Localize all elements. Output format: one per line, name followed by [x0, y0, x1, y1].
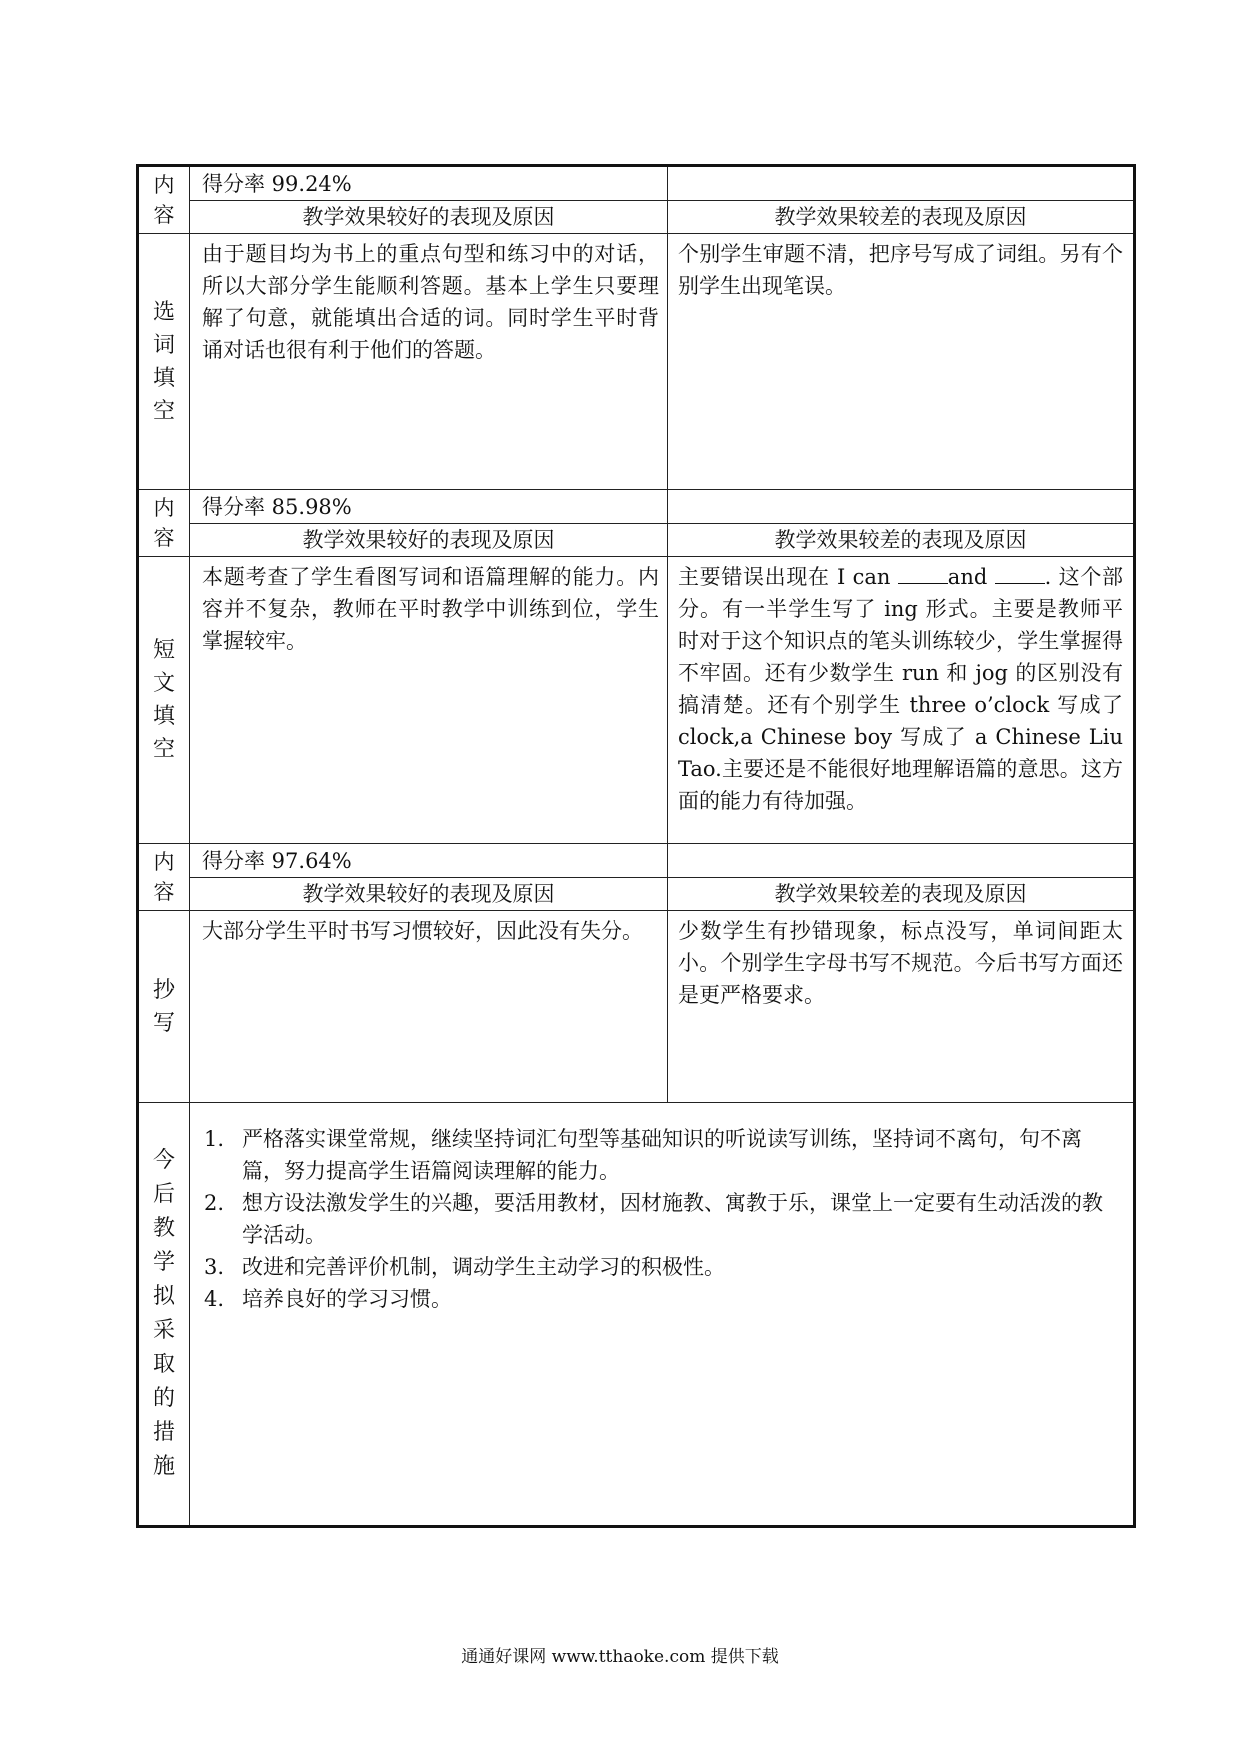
good-text: 大部分学生平时书写习惯较好，因此没有失分。: [190, 911, 668, 1103]
bad-text: 个别学生审题不清，把序号写成了词组。另有个别学生出现笔误。: [668, 234, 1135, 490]
section-2-rate-row: [138, 490, 1135, 524]
content-label: 内容: [138, 166, 190, 234]
bad-text: [668, 557, 1135, 844]
bad-text: 少数学生有抄错现象，标点没写，单词间距太小。个别学生字母书写不规范。今后书写方面还是更严格要求。: [668, 911, 1135, 1103]
bad-text-part-c: . 这个部分。有一半学生写了 ing 形式。主要是教师平时对于这个知识点的笔头训练较少，学生掌握得不牢固。还有少数学生 run 和 jog 的区别没有搞清楚。还有个别学生 three o’clock 写成了 clock,a Chinese boy 写成了 a Chinese Liu Tao.主要还是不能很好地理解语篇的意思。这方面的能力有待加强。: [678, 565, 1123, 813]
section-3-header-row: [138, 878, 1135, 911]
fill-blank-2: [995, 565, 1045, 584]
bad-text-part-b: and: [947, 565, 995, 589]
good-header: 教学效果较好的表现及原因: [190, 201, 668, 234]
measure-item: 4. 培养良好的学习习惯。: [204, 1287, 452, 1311]
empty-cell: [668, 166, 1135, 201]
score-rate: 得分率 97.64%: [190, 844, 668, 878]
good-text: 本题考查了学生看图写词和语篇理解的能力。内容并不复杂，教师在平时教学中训练到位，学生掌握较牢。: [190, 557, 668, 844]
section-1-rate-row: [138, 166, 1135, 201]
bad-header: 教学效果较差的表现及原因: [668, 524, 1135, 557]
empty-cell: [668, 490, 1135, 524]
measure-item: 2. 想方设法激发学生的兴趣，要活用教材，因材施教、寓教于乐，课堂上一定要有生动活泼的教学活动。: [204, 1191, 1103, 1247]
fill-blank-1: [898, 565, 948, 584]
good-header: 教学效果较好的表现及原因: [190, 524, 668, 557]
analysis-table: [136, 164, 1136, 1528]
empty-cell: [668, 844, 1135, 878]
measure-item: 3. 改进和完善评价机制，调动学生主动学习的积极性。: [204, 1255, 725, 1279]
item-label: 选词填空: [138, 234, 190, 490]
section-3-rate-row: [138, 844, 1135, 878]
section-2-body-row: [138, 557, 1135, 844]
measures-list: [190, 1103, 1135, 1527]
score-rate: 得分率 99.24%: [190, 166, 668, 201]
item-label: 抄写: [138, 911, 190, 1103]
good-text: 由于题目均为书上的重点句型和练习中的对话，所以大部分学生能顺利答题。基本上学生只要理解了句意，就能填出合适的词。同时学生平时背诵对话也很有利于他们的答题。: [190, 234, 668, 490]
bad-text-part-a: 主要错误出现在 I can: [678, 565, 898, 589]
footer-credit: 通通好课网 www.tthaoke.com 提供下载: [461, 1647, 779, 1667]
measures-row: [138, 1103, 1135, 1527]
section-1-body-row: [138, 234, 1135, 490]
item-label: 短文填空: [138, 557, 190, 844]
measure-item: 1. 严格落实课堂常规，继续坚持词汇句型等基础知识的听说读写训练，坚持词不离句，句不离篇，努力提高学生语篇阅读理解的能力。: [204, 1127, 1082, 1183]
measures-label: 今后教学拟采取的措施: [138, 1103, 190, 1527]
score-rate: 得分率 85.98%: [190, 490, 668, 524]
content-label: 内容: [138, 490, 190, 557]
bad-header: 教学效果较差的表现及原因: [668, 201, 1135, 234]
bad-header: 教学效果较差的表现及原因: [668, 878, 1135, 911]
section-3-body-row: [138, 911, 1135, 1103]
content-label: 内容: [138, 844, 190, 911]
good-header: 教学效果较好的表现及原因: [190, 878, 668, 911]
section-2-header-row: [138, 524, 1135, 557]
section-1-header-row: [138, 201, 1135, 234]
